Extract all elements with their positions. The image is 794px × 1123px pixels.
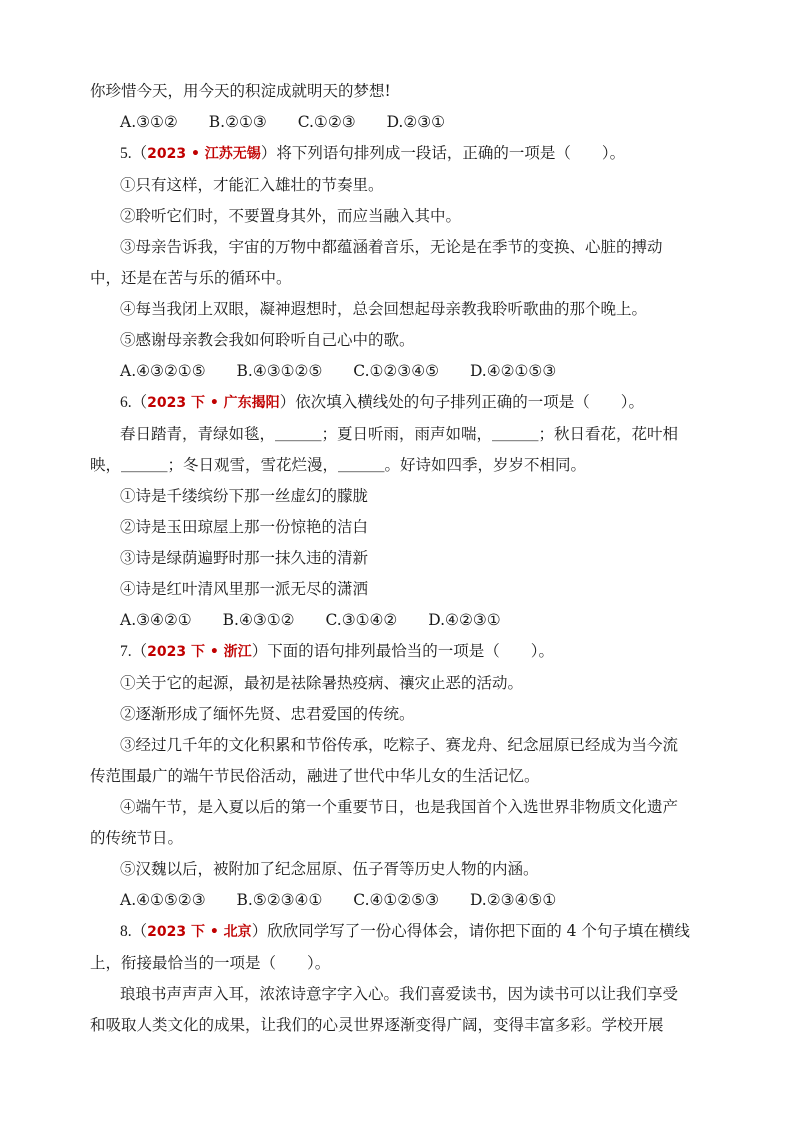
q6-item-1: ①诗是千缕缤纷下那一丝虚幻的朦胧 — [120, 487, 369, 505]
q5-item-2: ②聆听它们时，不要置身其外，而应当融入其中。 — [120, 207, 462, 225]
q5-option-a: A.④③②①⑤ — [120, 362, 206, 380]
q5-stem-text: 将下列语句排列成一段话，正确的一项是（ ）。 — [276, 144, 626, 162]
q4-option-a: A.③①② — [120, 113, 178, 131]
q4-options — [90, 107, 702, 138]
q8-number: 8. — [120, 923, 132, 940]
q6-item-2: ②诗是玉田琼屋上那一份惊艳的洁白 — [120, 518, 369, 536]
q7-source: 2023 下 • 浙江 — [147, 644, 252, 660]
q5-paren-close: ） — [260, 144, 277, 162]
q6-item-3: ③诗是绿荫遍野时那一抹久违的清新 — [120, 549, 369, 567]
q5-item-3: ③母亲告诉我，宇宙的万物中都蕴涵着音乐，无论是在季节的变换、心脏的搏动 — [120, 238, 663, 256]
q5-option-c: C.①②③④⑤ — [353, 362, 439, 380]
q6-option-b: B.④③①② — [222, 611, 295, 629]
q6-number: 6. — [120, 394, 132, 411]
q7-stem — [90, 636, 702, 668]
q7-item-5: ⑤汉魏以后，被附加了纪念屈原、伍子胥等历史人物的内涵。 — [120, 860, 539, 878]
q8-paren-close: ） — [251, 922, 268, 940]
q6-stem-text: 依次填入横线处的句子排列正确的一项是（ ）。 — [295, 393, 644, 411]
q6-paren-close: ） — [279, 393, 296, 411]
q5-source: 2023 • 江苏无锡 — [147, 146, 261, 162]
q8-source: 2023 下 • 北京 — [147, 924, 252, 940]
q7-item-1: ①关于它的起源，最初是祛除暑热疫病、禳灾止恶的活动。 — [120, 674, 524, 692]
q6-stem — [90, 387, 702, 419]
q7-option-d: D.②③④⑤① — [469, 891, 557, 909]
q7-item-4: ④端午节，是入夏以后的第一个重要节日，也是我国首个入选世界非物质文化遗产 — [120, 798, 679, 816]
q8-paragraph-line-1: 琅琅书声声声入耳，浓浓诗意字字入心。我们喜爱读书，因为读书可以让我们享受 — [120, 985, 679, 1003]
q6-paren-open: （ — [131, 393, 148, 411]
q7-paren-close: ） — [251, 642, 268, 660]
q5-number: 5. — [120, 145, 132, 162]
q6-paragraph-line-2: 映，＿＿＿；冬日观雪，雪花烂漫，＿＿＿。好诗如四季，岁岁不相同。 — [90, 456, 587, 474]
q7-option-c: C.④①②⑤③ — [353, 891, 439, 909]
q5-option-d: D.④②①⑤③ — [469, 362, 557, 380]
document-content — [90, 76, 702, 1041]
q7-item-3: ③经过几千年的文化积累和节俗传承，吃粽子、赛龙舟、纪念屈原已经成为当今流 — [120, 736, 679, 754]
q5-item-4: ④每当我闭上双眼，凝神遐想时，总会回想起母亲教我聆听歌曲的那个晚上。 — [120, 300, 648, 318]
q7-stem-text: 下面的语句排列最恰当的一项是（ ）。 — [267, 642, 554, 660]
q8-stem-cont: 上，衔接最恰当的一项是（ ）。 — [90, 954, 331, 972]
q7-option-a: A.④①⑤②③ — [120, 891, 206, 909]
q7-option-b: B.⑤②③④① — [236, 891, 323, 909]
q6-options — [90, 605, 702, 636]
q7-number: 7. — [120, 643, 132, 660]
q5-paren-open: （ — [131, 144, 148, 162]
q7-item-4-cont: 的传统节日。 — [90, 829, 184, 847]
q5-options — [90, 356, 702, 387]
q4-option-d: D.②③① — [386, 113, 446, 131]
q8-paren-open: （ — [131, 922, 148, 940]
q8-stem-text: 欣欣同学写了一份心得体会，请你把下面的 4 个句子填在横线 — [267, 922, 690, 940]
q7-paren-open: （ — [131, 642, 148, 660]
q4-option-c: C.①②③ — [297, 113, 356, 131]
q6-source: 2023 下 • 广东揭阳 — [147, 395, 280, 411]
q5-option-b: B.④③①②⑤ — [236, 362, 323, 380]
q7-options — [90, 885, 702, 916]
q5-stem — [90, 138, 702, 170]
q7-item-2: ②逐渐形成了缅怀先贤、忠君爱国的传统。 — [120, 705, 415, 723]
intro-tail: 你珍惜今天，用今天的积淀成就明天的梦想! — [90, 82, 391, 100]
q5-item-5: ⑤感谢母亲教会我如何聆听自己心中的歌。 — [120, 331, 415, 349]
q7-item-3-cont: 传范围最广的端午节民俗活动，融进了世代中华儿女的生活记忆。 — [90, 767, 540, 785]
q6-paragraph-line-1: 春日踏青，青绿如毯，＿＿＿；夏日听雨，雨声如喘，＿＿＿；秋日看花，花叶相 — [120, 425, 679, 443]
q5-item-3-cont: 中，还是在苦与乐的循环中。 — [90, 269, 292, 287]
q8-paragraph-line-2: 和吸取人类文化的成果，让我们的心灵世界逐渐变得广阔，变得丰富多彩。学校开展 — [90, 1016, 664, 1034]
q4-option-b: B.②①③ — [208, 113, 267, 131]
q6-option-a: A.③④②① — [120, 611, 192, 629]
q6-option-c: C.③①④② — [325, 611, 398, 629]
q5-item-1: ①只有这样，才能汇入雄壮的节奏里。 — [120, 176, 384, 194]
q6-option-d: D.④②③① — [428, 611, 501, 629]
q8-stem — [90, 916, 702, 948]
q6-item-4: ④诗是红叶清风里那一派无尽的潇洒 — [120, 580, 369, 598]
